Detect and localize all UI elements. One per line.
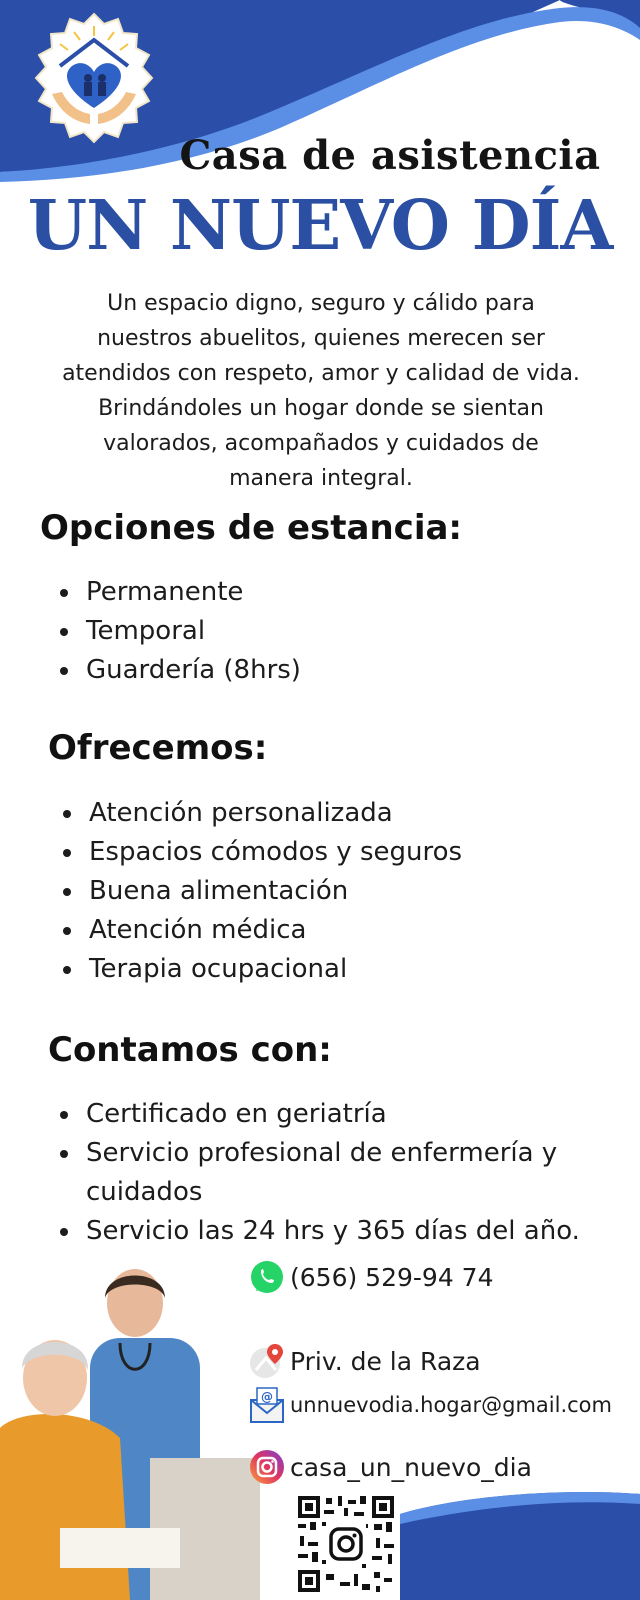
- page-title: UN NUEVO DÍA: [27, 186, 613, 266]
- whatsapp-icon: [248, 1258, 286, 1296]
- address-text: Priv. de la Raza: [290, 1346, 481, 1376]
- list-item: • Servicio las 24 hrs y 365 días del año.: [82, 1212, 622, 1251]
- list-item: • Guardería (8hrs): [82, 651, 301, 690]
- email-contact[interactable]: [248, 1385, 612, 1425]
- instagram-contact[interactable]: [248, 1447, 532, 1487]
- intro-line: manera integral.: [229, 466, 413, 491]
- phone-number: (656) 529-94 74: [290, 1262, 494, 1292]
- instagram-icon: [248, 1448, 286, 1486]
- nurse-and-elderly-photo: [0, 1258, 262, 1600]
- intro-line: nuestros abuelitos, quienes merecen ser: [97, 326, 545, 351]
- stay-options-heading: Opciones de estancia:: [40, 508, 463, 548]
- list-item: • Terapia ocupacional: [85, 950, 462, 989]
- count-list: [52, 1095, 622, 1251]
- list-item: • Servicio profesional de enfermería y cuidados: [82, 1134, 622, 1212]
- list-item: • Espacios cómodos y seguros: [85, 833, 462, 872]
- list-item: • Atención personalizada: [85, 794, 462, 833]
- offer-heading: Ofrecemos:: [48, 728, 268, 768]
- email-envelope-icon: [248, 1386, 286, 1424]
- map-pin-icon: [248, 1342, 286, 1380]
- house-heart-hands-logo: [26, 12, 162, 148]
- subtitle: Casa de asistencia: [179, 132, 601, 179]
- list-item: • Permanente: [82, 573, 301, 612]
- list-item: • Buena alimentación: [85, 872, 462, 911]
- instagram-handle: casa_un_nuevo_dia: [290, 1452, 532, 1482]
- intro-line: valorados, acompañados y cuidados de: [103, 431, 539, 456]
- qr-code[interactable]: [296, 1494, 396, 1594]
- email-address: unnuevodia.hogar@gmail.com: [290, 1393, 612, 1417]
- intro-line: Brindándoles un hogar donde se sientan: [98, 396, 544, 421]
- intro-line: atendidos con respeto, amor y calidad de vida.: [62, 361, 580, 386]
- count-heading: Contamos con:: [48, 1030, 332, 1070]
- address-contact[interactable]: [248, 1341, 481, 1381]
- stay-options-list: [52, 573, 301, 690]
- intro-paragraph: [36, 286, 606, 496]
- phone-contact[interactable]: [248, 1257, 493, 1297]
- list-item: • Certificado en geriatría: [82, 1095, 622, 1134]
- list-item: • Temporal: [82, 612, 301, 651]
- offer-list: [55, 794, 462, 989]
- list-item: • Atención médica: [85, 911, 462, 950]
- intro-line: Un espacio digno, seguro y cálido para: [107, 291, 535, 316]
- svg-text:@: @: [261, 1390, 273, 1404]
